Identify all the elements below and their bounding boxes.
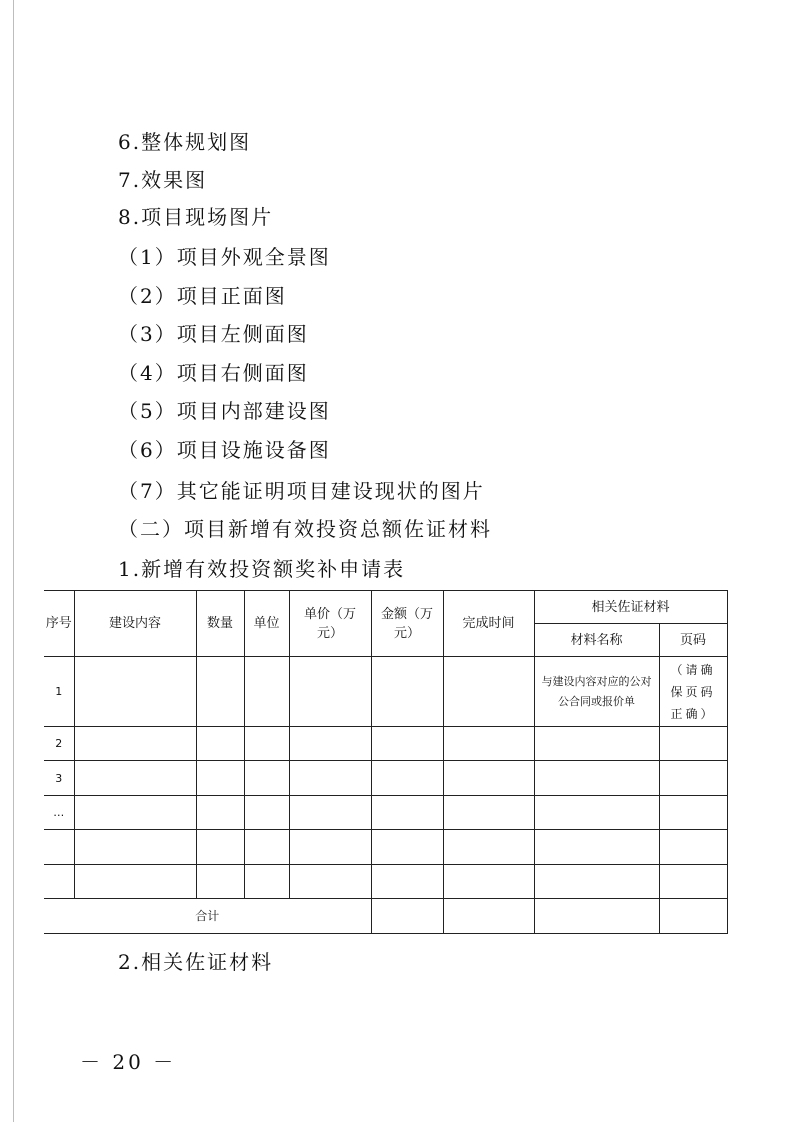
header-unit: 单位	[244, 591, 289, 657]
table-row	[44, 657, 727, 727]
header-unit-price: 单价（万元）	[289, 591, 371, 657]
table-header-row-1	[44, 591, 727, 624]
sub-item-7: （7）其它能证明项目建设现状的图片	[118, 479, 485, 503]
total-completion-time	[443, 899, 534, 934]
cell-quantity	[196, 657, 244, 727]
table-total-row	[44, 899, 727, 934]
row-seq	[44, 830, 74, 865]
page-edge-shadow	[13, 0, 14, 1122]
row-seq: 2	[44, 727, 74, 761]
header-content: 建设内容	[74, 591, 196, 657]
sub-item-5: （5）项目内部建设图	[118, 399, 331, 423]
table-row	[44, 796, 727, 830]
cell-amount	[371, 657, 443, 727]
row-seq: 3	[44, 761, 74, 796]
total-amount	[371, 899, 443, 934]
header-seq: 序号	[44, 591, 74, 657]
header-evidence-group: 相关佐证材料	[534, 591, 727, 624]
row-seq: …	[44, 796, 74, 830]
sub-item-3: （3）项目左侧面图	[118, 322, 309, 346]
page-number: － 20 －	[80, 1050, 177, 1074]
cell-unit	[244, 657, 289, 727]
header-completion-time: 完成时间	[443, 591, 534, 657]
cell-page-code: （请确保页码正确）	[659, 657, 727, 727]
row-seq	[44, 865, 74, 899]
sub-item-1: （1）项目外观全景图	[118, 245, 331, 269]
list-item-8: 8.项目现场图片	[118, 205, 274, 229]
header-amount: 金额（万元）	[371, 591, 443, 657]
total-label: 合计	[44, 899, 371, 934]
section-heading-2: （二）项目新增有效投资总额佐证材料	[118, 517, 492, 541]
total-page-code	[659, 899, 727, 934]
sub-item-2: （2）项目正面图	[118, 284, 287, 308]
list-item-6: 6.整体规划图	[118, 130, 252, 154]
cell-completion-time	[443, 657, 534, 727]
header-page-code: 页码	[659, 624, 727, 657]
cell-unit-price	[289, 657, 371, 727]
header-quantity: 数量	[196, 591, 244, 657]
row-seq: 1	[44, 657, 74, 727]
related-materials-heading: 2.相关佐证材料	[118, 950, 274, 974]
cell-material-name: 与建设内容对应的公对公合同或报价单	[534, 657, 659, 727]
sub-item-6: （6）项目设施设备图	[118, 438, 331, 462]
table-row	[44, 865, 727, 899]
table-title: 1.新增有效投资额奖补申请表	[118, 557, 406, 581]
total-material-name	[534, 899, 659, 934]
table-row	[44, 761, 727, 796]
table-row	[44, 727, 727, 761]
header-material-name: 材料名称	[534, 624, 659, 657]
cell-content	[74, 657, 196, 727]
list-item-7: 7.效果图	[118, 168, 208, 192]
subsidy-application-table	[44, 590, 728, 934]
sub-item-4: （4）项目右侧面图	[118, 361, 309, 385]
table-row	[44, 830, 727, 865]
